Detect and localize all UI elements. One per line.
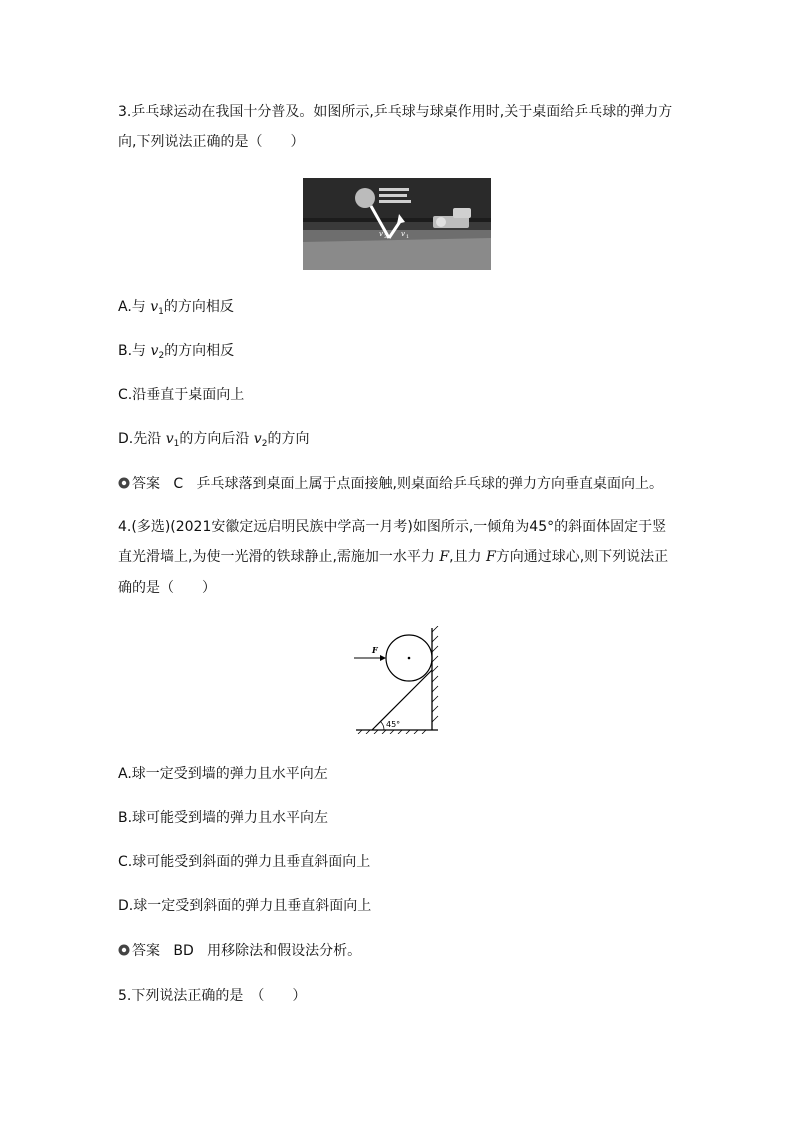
q3-stem-line2: 向,下列说法正确的是（ ） xyxy=(118,134,305,150)
answer-icon xyxy=(118,944,130,956)
q4-stem-line1: 4.(多选)(2021安徽定远启明民族中学高一月考)如图所示,一倾角为45°的斜面体固定于竖 xyxy=(118,519,667,535)
q4-option-d: D.球一定受到斜面的弹力且垂直斜面向上 xyxy=(118,898,372,914)
answer-icon xyxy=(118,477,130,489)
photo-v1-label: v xyxy=(401,230,405,238)
force-label: F xyxy=(372,645,378,655)
q3-option-b: B.与 $v_2$的方向相反 xyxy=(118,343,235,361)
q3-option-d: D.先沿 $v_1$的方向后沿 $v_2$的方向 xyxy=(118,431,310,449)
q4-stem-line3: 确的是（ ） xyxy=(118,580,216,596)
q3-option-c: C.沿垂直于桌面向上 xyxy=(118,387,245,403)
q4-option-a: A.球一定受到墙的弹力且水平向左 xyxy=(118,766,328,782)
q3-answer: 答案 C 乒乓球落到桌面上属于点面接触,则桌面给乒乓球的弹力方向垂直桌面向上。 xyxy=(118,474,663,494)
q5-stem: 5.下列说法正确的是 （ ） xyxy=(118,988,307,1004)
q4-stem-line2: 直光滑墙上,为使一光滑的铁球静止,需施加一水平力 F,且力 F方向通过球心,则下列说法正 xyxy=(118,549,669,565)
q4-option-c: C.球可能受到斜面的弹力且垂直斜面向上 xyxy=(118,854,371,870)
angle-label: 45° xyxy=(386,720,401,729)
q3-stem-line1: 3.乒乓球运动在我国十分普及。如图所示,乒乓球与球桌作用时,关于桌面给乒乓球的弹力方 xyxy=(118,104,673,120)
q3-option-a: A.与 $v_1$的方向相反 xyxy=(118,299,234,317)
photo-v2-sub: 2 xyxy=(384,234,388,240)
photo-v1-sub: 1 xyxy=(406,234,410,240)
ping-pong-photo xyxy=(303,178,491,270)
incline-ball-diagram xyxy=(352,626,448,734)
q4-answer: 答案 BD 用移除法和假设法分析。 xyxy=(118,941,361,961)
photo-v2-label: v xyxy=(379,230,383,238)
q4-option-b: B.球可能受到墙的弹力且水平向左 xyxy=(118,810,329,826)
